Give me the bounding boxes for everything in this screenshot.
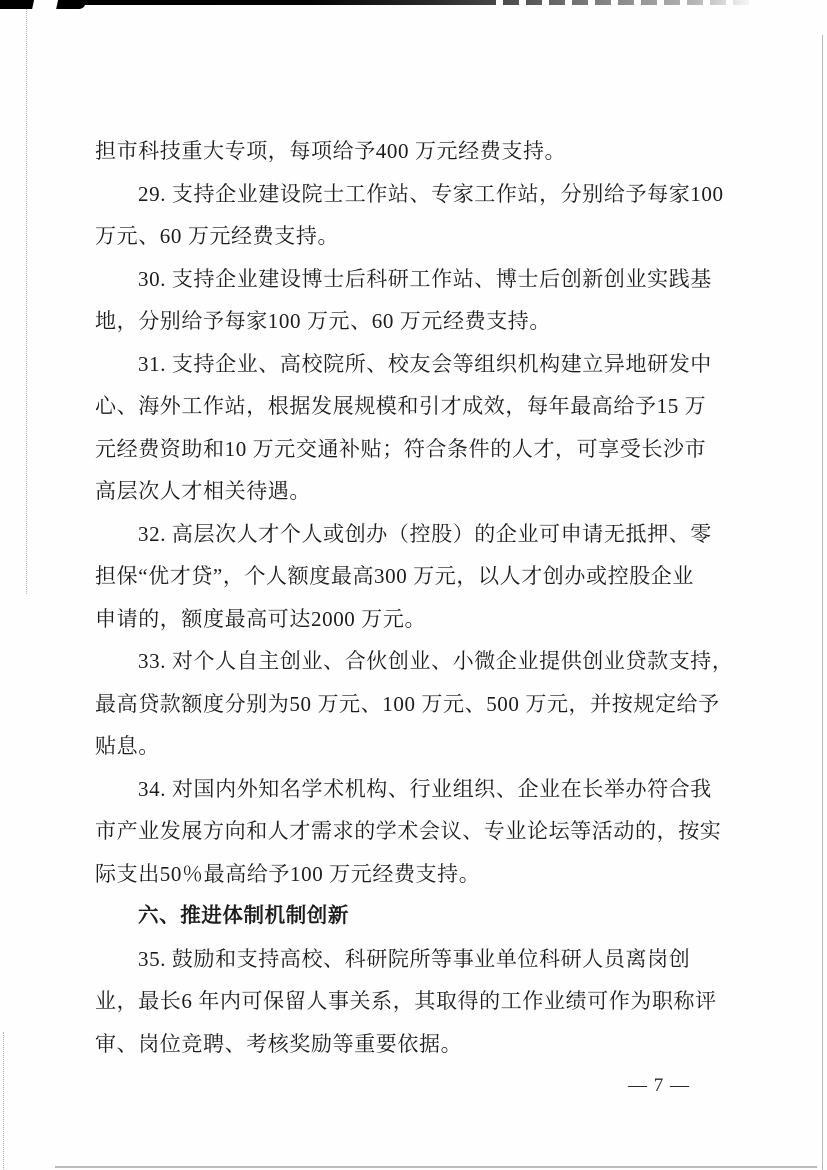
document-body <box>95 130 734 1108</box>
body-text-line: 32. 高层次人才个人或创办（控股）的企业可申请无抵押、零 <box>138 521 712 546</box>
body-text-line: 34. 对国内外知名学术机构、行业组织、企业在长举办符合我 <box>138 776 712 801</box>
scan-artifact-right-edge-line <box>822 35 823 1170</box>
body-text-line: 心、海外工作站，根据发展规模和引才成效，每年最高给予15 万 <box>95 394 707 418</box>
body-text-line: 业，最长6 年内可保留人事关系，其取得的工作业绩可作为职称评 <box>95 989 717 1013</box>
scan-artifact-top-edge-dashes <box>480 0 780 6</box>
body-text-line: 元经费资助和10 万元交通补贴；符合条件的人才，可享受长沙市 <box>95 436 707 461</box>
document-lines <box>95 130 734 1065</box>
section-heading: 六、推进体制机制创新 <box>138 904 349 927</box>
body-text-line: 33. 对个人自主创业、合伙创业、小微企业提供创业贷款支持， <box>138 649 734 673</box>
body-text-line: 担保“优才贷”，个人额度最高300 万元，以人才创办或控股企业 <box>95 564 694 588</box>
body-text-line: 审、岗位竞聘、考核奖励等重要依据。 <box>95 1031 463 1056</box>
body-text-line: 申请的，额度最高可达2000 万元。 <box>95 606 427 631</box>
scan-artifact-left-dotted-line-upper <box>26 9 27 594</box>
body-text-line: 市产业发展方向和人才需求的学术会议、专业论坛等活动的，按实 <box>95 819 722 843</box>
body-text-line: 担市科技重大专项，每项给予400 万元经费支持。 <box>95 139 567 163</box>
scan-artifact-bottom-edge-line <box>55 1166 817 1168</box>
body-text-line: 高层次人才相关待遇。 <box>95 479 311 503</box>
body-text-line: 最高贷款额度分别为50 万元、100 万元、500 万元，并按规定给予 <box>95 691 720 716</box>
scan-artifact-top-edge-gap <box>32 0 58 10</box>
body-text-line: 地，分别给予每家100 万元、60 万元经费支持。 <box>95 309 551 333</box>
body-text-line: 35. 鼓励和支持高校、科研院所等事业单位科研人员离岗创 <box>138 946 691 971</box>
body-text-line: 万元、60 万元经费支持。 <box>95 224 340 248</box>
page-number: — 7 — <box>628 1075 690 1096</box>
body-text-line: 贴息。 <box>95 734 160 758</box>
body-text-line: 29. 支持企业建设院士工作站、专家工作站，分别给予每家100 <box>138 181 724 206</box>
scan-artifact-left-dotted-line-lower <box>3 1032 4 1170</box>
body-text-line: 际支出50％最高给予100 万元经费支持。 <box>95 861 481 886</box>
body-text-line: 30. 支持企业建设博士后科研工作站、博士后创新创业实践基 <box>138 266 712 291</box>
body-text-line: 31. 支持企业、高校院所、校友会等组织机构建立异地研发中 <box>138 351 712 376</box>
